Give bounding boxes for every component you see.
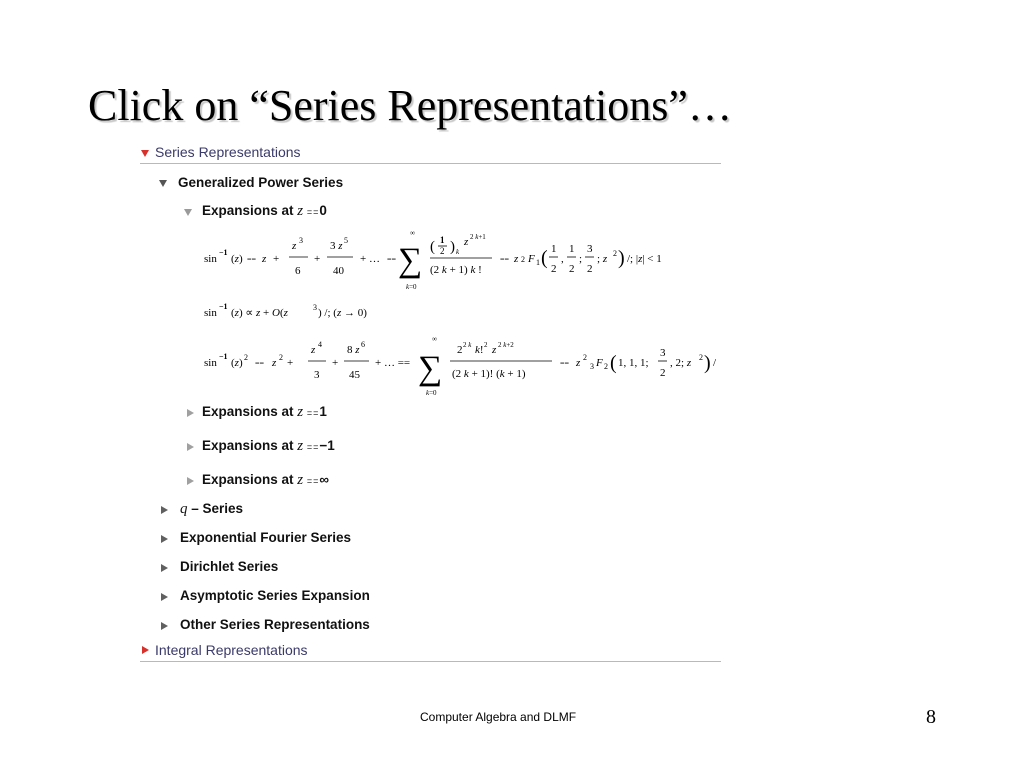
svg-text:2: 2 xyxy=(521,255,525,264)
svg-text:−1: −1 xyxy=(219,248,228,257)
svg-text:2: 2 xyxy=(569,263,575,275)
svg-text:(: ( xyxy=(541,247,548,269)
collapse-arrow-icon[interactable] xyxy=(141,150,149,157)
tree-item-generalized-power-series[interactable]: Generalized Power Series xyxy=(178,175,344,190)
svg-text:z: z xyxy=(292,240,297,252)
expansion-point: 1 xyxy=(319,404,327,419)
svg-text:3: 3 xyxy=(313,303,317,312)
svg-text:==: == xyxy=(560,359,570,368)
expand-arrow-icon[interactable] xyxy=(142,646,149,654)
tree-item-expansions-at-minus-1[interactable] xyxy=(202,438,335,455)
equals-sign: == xyxy=(306,207,320,217)
svg-text:(2 k + 1)! (k + 1): (2 k + 1)! (k + 1) xyxy=(452,368,526,380)
expansions-label: Expansions at xyxy=(202,472,294,487)
svg-text:+ …: + … xyxy=(360,253,380,265)
svg-text:): ) xyxy=(704,352,711,374)
svg-text:1: 1 xyxy=(440,235,445,245)
slide-footer: Computer Algebra and DLMF xyxy=(420,710,577,724)
svg-text:2: 2 xyxy=(440,246,445,256)
svg-text:z: z xyxy=(262,253,267,265)
svg-text:;: ; xyxy=(579,253,583,265)
svg-text:2: 2 xyxy=(583,353,587,362)
expansion-point: ∞ xyxy=(319,472,330,487)
svg-text:/: / xyxy=(713,357,717,369)
q-series-label: – Series xyxy=(191,501,244,516)
svg-text:k=0: k=0 xyxy=(406,283,417,291)
equals-sign: == xyxy=(306,408,320,418)
svg-text:(z): (z) xyxy=(231,357,243,369)
tree-item-dirichlet-series[interactable]: Dirichlet Series xyxy=(180,559,279,574)
svg-text:6: 6 xyxy=(361,340,365,349)
svg-text:+ … ==: + … == xyxy=(375,357,411,369)
svg-text:2: 2 xyxy=(699,353,703,362)
collapse-arrow-icon[interactable] xyxy=(184,209,192,216)
variable-z: z xyxy=(297,404,304,420)
series-representations-panel xyxy=(140,143,721,668)
svg-text:+: + xyxy=(314,253,321,265)
svg-text:2: 2 xyxy=(613,249,617,258)
expand-arrow-icon[interactable] xyxy=(161,535,168,543)
svg-text:2: 2 xyxy=(484,341,488,349)
svg-text:) /; (z → 0): ) /; (z → 0) xyxy=(318,307,367,319)
svg-text:; z: ; z xyxy=(597,253,608,265)
svg-text:4: 4 xyxy=(318,340,322,349)
svg-text:(: ( xyxy=(430,239,435,255)
slide-title: Click on “Series Representations”… xyxy=(88,81,732,130)
collapse-arrow-icon[interactable] xyxy=(159,180,167,187)
svg-text:45: 45 xyxy=(349,369,360,381)
variable-q: q xyxy=(180,501,188,517)
expansions-label: Expansions at xyxy=(202,203,294,218)
svg-text:k!: k! xyxy=(475,344,484,356)
svg-text:2: 2 xyxy=(244,353,248,362)
section-series-representations-label[interactable]: Series Representations xyxy=(155,144,301,160)
svg-text:1: 1 xyxy=(551,243,557,255)
expand-arrow-icon[interactable] xyxy=(161,593,168,601)
svg-text:−1: −1 xyxy=(219,302,228,311)
svg-text:∑: ∑ xyxy=(398,242,423,279)
expand-arrow-icon[interactable] xyxy=(161,622,168,630)
svg-text:−1: −1 xyxy=(219,352,228,361)
expand-arrow-icon[interactable] xyxy=(187,477,194,485)
svg-text:3: 3 xyxy=(314,369,320,381)
svg-text:,: , xyxy=(561,253,564,265)
expansion-point: 0 xyxy=(319,203,327,218)
tree-item-other-series-representations[interactable]: Other Series Representations xyxy=(180,617,370,632)
svg-text:): ) xyxy=(450,239,455,255)
svg-text:, 2; z: , 2; z xyxy=(670,357,692,369)
formula-arcsin-asymptotic xyxy=(202,299,402,323)
formula-arcsin-squared-series xyxy=(202,335,722,397)
variable-z: z xyxy=(297,438,304,454)
tree-item-q-series[interactable] xyxy=(180,501,243,518)
svg-text:3: 3 xyxy=(299,236,303,245)
svg-text:∑: ∑ xyxy=(418,350,443,387)
tree-item-exponential-fourier-series[interactable]: Exponential Fourier Series xyxy=(180,530,352,545)
svg-text:sin: sin xyxy=(204,357,217,369)
svg-text:1, 1, 1;: 1, 1, 1; xyxy=(618,357,649,369)
svg-text:z: z xyxy=(464,236,469,248)
equals-sign: == xyxy=(306,476,320,486)
section-integral-representations[interactable] xyxy=(140,641,721,662)
svg-text:3: 3 xyxy=(660,347,666,359)
svg-text:3 z: 3 z xyxy=(330,240,343,252)
svg-text:3: 3 xyxy=(590,362,594,371)
svg-text:2 k+2: 2 k+2 xyxy=(498,341,514,349)
svg-text:∞: ∞ xyxy=(410,229,415,237)
tree-item-expansions-at-1[interactable] xyxy=(202,404,327,421)
expand-arrow-icon[interactable] xyxy=(161,506,168,514)
svg-text:z: z xyxy=(514,253,519,265)
expand-arrow-icon[interactable] xyxy=(187,443,194,451)
svg-text:==: == xyxy=(387,255,397,264)
svg-text:(2 k + 1) k !: (2 k + 1) k ! xyxy=(430,264,482,276)
svg-text:k: k xyxy=(456,248,460,256)
svg-text:F: F xyxy=(528,253,535,265)
expansions-label: Expansions at xyxy=(202,404,294,419)
svg-text:==: == xyxy=(247,255,257,264)
svg-text:6: 6 xyxy=(295,265,301,277)
svg-text:(z) ∝ z + O(z: (z) ∝ z + O(z xyxy=(231,307,288,319)
svg-text:3: 3 xyxy=(587,243,593,255)
svg-text:2: 2 xyxy=(279,353,283,362)
expand-arrow-icon[interactable] xyxy=(187,409,194,417)
expansions-label: Expansions at xyxy=(202,438,294,453)
svg-text:): ) xyxy=(618,247,625,269)
svg-text:k=0: k=0 xyxy=(426,389,437,397)
svg-text:z: z xyxy=(311,344,316,356)
tree-item-expansions-at-0[interactable] xyxy=(202,203,327,220)
svg-text:(: ( xyxy=(610,352,617,374)
tree-item-expansions-at-infinity[interactable] xyxy=(202,472,329,489)
svg-text:2: 2 xyxy=(587,263,593,275)
svg-text:5: 5 xyxy=(344,236,348,245)
svg-text:2 k: 2 k xyxy=(463,341,472,349)
variable-z: z xyxy=(297,203,304,219)
svg-text:+: + xyxy=(332,357,339,369)
svg-text:1: 1 xyxy=(536,258,540,267)
section-series-representations[interactable] xyxy=(140,143,721,164)
section-integral-representations-label[interactable]: Integral Representations xyxy=(155,642,308,658)
svg-text:1: 1 xyxy=(569,243,575,255)
expansion-point: −1 xyxy=(319,438,335,453)
svg-text:/; |z| < 1: /; |z| < 1 xyxy=(627,253,662,265)
svg-text:z: z xyxy=(492,344,497,356)
svg-text:sin: sin xyxy=(204,307,217,319)
svg-text:2: 2 xyxy=(551,263,557,275)
variable-z: z xyxy=(297,472,304,488)
svg-text:∞: ∞ xyxy=(432,335,437,343)
svg-text:2: 2 xyxy=(660,367,666,379)
svg-text:(z): (z) xyxy=(231,253,243,265)
expand-arrow-icon[interactable] xyxy=(161,564,168,572)
svg-text:8 z: 8 z xyxy=(347,344,360,356)
svg-text:==: == xyxy=(255,359,265,368)
svg-text:2 k+1: 2 k+1 xyxy=(470,233,486,241)
svg-text:+: + xyxy=(287,357,294,369)
svg-text:sin: sin xyxy=(204,253,217,265)
equals-sign: == xyxy=(306,442,320,452)
svg-text:z: z xyxy=(576,357,581,369)
svg-text:+: + xyxy=(273,253,280,265)
formula-arcsin-series xyxy=(202,227,722,291)
svg-text:40: 40 xyxy=(333,265,344,277)
tree-item-asymptotic-series-expansion[interactable]: Asymptotic Series Expansion xyxy=(180,588,370,603)
svg-text:==: == xyxy=(500,255,510,264)
page-number: 8 xyxy=(926,706,936,728)
svg-text:2: 2 xyxy=(604,362,608,371)
svg-text:z: z xyxy=(272,357,277,369)
svg-text:2: 2 xyxy=(457,344,463,356)
svg-text:F: F xyxy=(596,357,603,369)
